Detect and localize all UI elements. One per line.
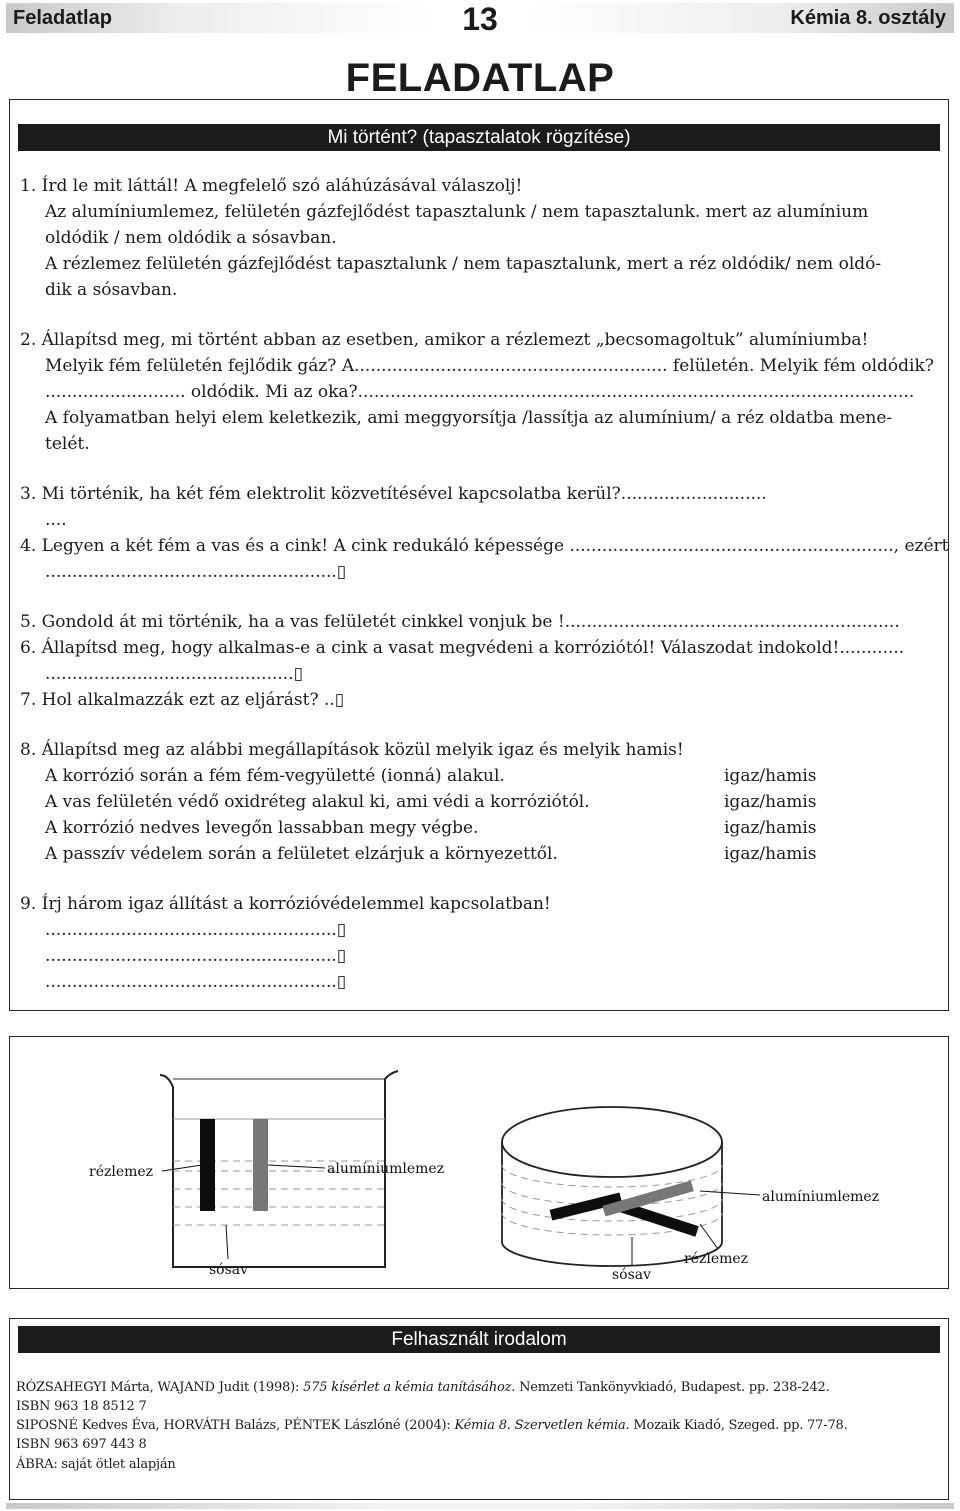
q3-line: .... — [45, 510, 67, 530]
aluminium-plate — [253, 1119, 268, 1211]
q9-answer-line: ......................................................▯ — [45, 920, 347, 940]
reference-1-title: 575 kísérlet a kémia tanításához — [303, 1380, 512, 1395]
section-heading: Mi történt? (tapasztalatok rögzítése) — [18, 124, 940, 151]
statement-answer: igaz/hamis — [724, 792, 817, 812]
page-number: 13 — [462, 1, 498, 37]
q4-line: ......................................................▯ — [45, 562, 347, 582]
experiment-figure — [10, 1037, 947, 1287]
q2-line: Melyik fém felületén fejlődik gáz? A.......................................................... felületén. Melyik fém oldódik? — [45, 356, 934, 376]
label-acid: sósav — [209, 1262, 249, 1278]
q2-line: .......................... oldódik. Mi az oka?....................................................................................................... — [45, 382, 915, 402]
reference-1-isbn: ISBN 963 18 8512 7 — [16, 1399, 147, 1414]
figure-box — [9, 1036, 949, 1289]
q8-line: 8. Állapítsd meg az alábbi megállapítások közül melyik igaz és melyik hamis! — [20, 740, 684, 760]
reference-1-publisher: . Nemzeti Tankönyvkiadó, Budapest. pp. 238-242. — [511, 1380, 830, 1395]
q2-line: 2. Állapítsd meg, mi történt abban az esetben, amikor a rézlemezt „becsomagoltuk” alumíniumba! — [20, 330, 869, 350]
reference-2-isbn: ISBN 963 697 443 8 — [16, 1437, 147, 1452]
reference-2-authors: SIPOSNÉ Kedves Éva, HORVÁTH Balázs, PÉNTEK Lászlóné (2004): — [16, 1418, 455, 1433]
statement-text: A korrózió nedves levegőn lassabban megy végbe. — [45, 818, 479, 838]
label-aluminium: alumíniumlemez — [762, 1189, 880, 1205]
label-copper: rézlemez — [684, 1251, 749, 1267]
statement-answer: igaz/hamis — [724, 818, 817, 838]
beaker-left — [89, 1071, 444, 1278]
q4-line: 4. Legyen a két fém a vas és a cink! A cink redukáló képessége ............................................................, ezért — [20, 536, 949, 556]
q1-line: oldódik / nem oldódik a sósavban. — [45, 228, 337, 248]
label-copper: rézlemez — [89, 1164, 154, 1180]
q9-line: 9. Írj három igaz állítást a korrózióvédelemmel kapcsolatban! — [20, 894, 551, 914]
reference-1 — [16, 1379, 830, 1397]
q5-line: 5. Gondold át mi történik, ha a vas felületét cinkkel vonjuk be !.............................................................. — [20, 612, 900, 632]
q7-line: 7. Hol alkalmazzák ezt az eljárást? ..▯ — [20, 690, 345, 710]
statement-text: A vas felületén védő oxidréteg alakul ki, ami védi a korróziótól. — [45, 792, 590, 812]
q1-line: A rézlemez felületén gázfejlődést tapasztalunk / nem tapasztalunk, mert a réz oldódik/ nem oldó- — [45, 254, 882, 274]
header-right-subject: Kémia 8. osztály — [790, 7, 946, 29]
statement-answer: igaz/hamis — [724, 766, 817, 786]
q1-line: Az alumíniumlemez, felületén gázfejlődést tapasztalunk / nem tapasztalunk. mert az alumínium — [45, 202, 869, 222]
q9-answer-line: ......................................................▯ — [45, 972, 347, 992]
label-aluminium: alumíniumlemez — [327, 1161, 445, 1177]
q1-line: 1. Írd le mit láttál! A megfelelő szó aláhúzásával válaszolj! — [20, 176, 523, 196]
reference-2-publisher: Mozaik Kiadó, Szeged. pp. 77-78. — [629, 1418, 848, 1433]
reference-1-authors: RÓZSAHEGYI Márta, WAJAND Judit (1998): — [16, 1380, 304, 1395]
statement-text: A passzív védelem során a felületet elzárjuk a környezettől. — [45, 844, 558, 864]
q1-line: dik a sósavban. — [45, 280, 178, 300]
references-box — [9, 1318, 949, 1500]
figure-note: ÁBRA: saját ötlet alapján — [16, 1457, 176, 1472]
q9-answer-line: ......................................................▯ — [45, 946, 347, 966]
statement-answer: igaz/hamis — [724, 844, 817, 864]
copper-plate — [200, 1119, 215, 1211]
reference-2-title: Kémia 8. Szervetlen kémia. — [454, 1418, 630, 1433]
page-title: FELADATLAP — [345, 56, 615, 100]
label-acid: sósav — [612, 1267, 652, 1283]
q6-line: ..............................................▯ — [45, 664, 303, 684]
references-heading: Felhasznált irodalom — [18, 1326, 940, 1353]
q2-line: telét. — [45, 434, 90, 454]
q3-line: 3. Mi történik, ha két fém elektrolit közvetítésével kapcsolatba kerül?........................... — [20, 484, 767, 504]
worksheet-box — [9, 99, 949, 1011]
q2-line: A folyamatban helyi elem keletkezik, ami meggyorsítja /lassítja az alumínium/ a réz oldatba mene- — [45, 408, 893, 428]
reference-2 — [16, 1417, 848, 1435]
header-left-title: Feladatlap — [13, 7, 112, 29]
dish-right — [502, 1107, 879, 1283]
statement-text: A korrózió során a fém fém-vegyületté (ionná) alakul. — [45, 766, 505, 786]
q6-line: 6. Állapítsd meg, hogy alkalmas-e a cink a vasat megvédeni a korróziótól! Válaszodat indokold!............ — [20, 638, 905, 658]
footer-band — [6, 1503, 954, 1509]
